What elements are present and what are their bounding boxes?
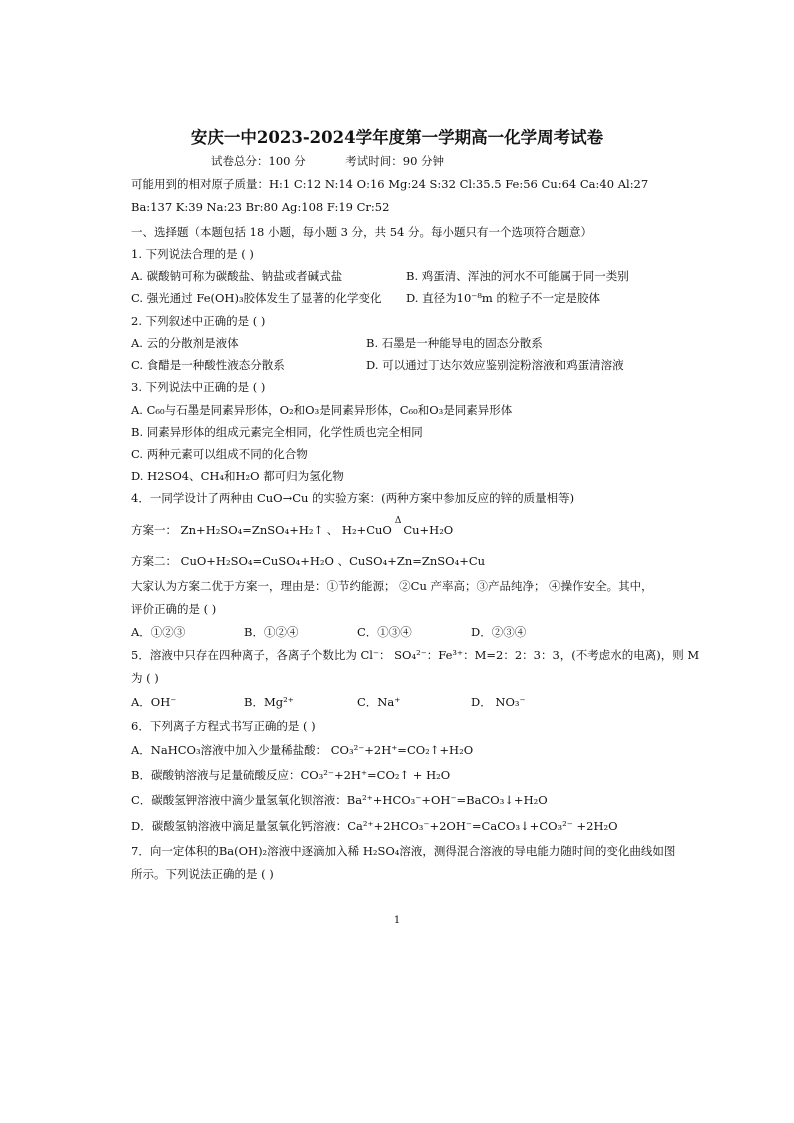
q3-option-c: C. 两种元素可以组成不同的化合物 bbox=[131, 447, 308, 461]
q3-option-a: A. C₆₀与石墨是同素异形体，O₂和O₃是同素异形体，C₆₀和O₃是同素异形体 bbox=[131, 403, 513, 417]
q6-option-d: D．碳酸氢钠溶液中滴足量氢氧化钙溶液：Ca²⁺+2HCO₃⁻+2OH⁻=CaCO₃↓+CO₃²⁻ +2H₂O bbox=[131, 819, 618, 833]
q1-stem: 1. 下列说法合理的是 ( ) bbox=[131, 247, 254, 261]
q1-option-a: A. 碳酸钠可称为碳酸盐、钠盐或者碱式盐 bbox=[131, 269, 343, 283]
q4-option-a: A．①②③ bbox=[131, 625, 186, 639]
q2-option-c: C. 食醋是一种酸性液态分散系 bbox=[131, 358, 285, 372]
exam-meta bbox=[211, 153, 480, 169]
q6-option-c: C．碳酸氢钾溶液中滴少量氢氧化钡溶液：Ba²⁺+HCO₃⁻+OH⁻=BaCO₃↓+H₂O bbox=[131, 793, 548, 807]
q5-option-b: B．Mg²⁺ bbox=[244, 695, 294, 709]
q4-reason-line-2: 评价正确的是 ( ) bbox=[131, 602, 217, 616]
page-number: 1 bbox=[393, 915, 401, 926]
q1-option-b: B. 鸡蛋清、浑浊的河水不可能属于同一类别 bbox=[406, 269, 629, 283]
q5-option-d: D． NO₃⁻ bbox=[471, 695, 526, 709]
total-score: 试卷总分：100 分 bbox=[211, 154, 306, 168]
q4-reason-line-1: 大家认为方案二优于方案一，理由是：①节约能源； ②Cu 产率高；③产品纯净； ④操作安全。其中， bbox=[131, 579, 653, 593]
atomic-mass-line-1: 可能用到的相对原子质量：H:1 C:12 N:14 O:16 Mg:24 S:32 Cl:35.5 Fe:56 Cu:64 Ca:40 Al:27 bbox=[131, 177, 649, 191]
q5-stem-line-1: 5．溶液中只存在四种离子，各离子个数比为 Cl⁻： SO₄²⁻：Fe³⁺：M=2：2：3：3，(不考虑水的电离)，则 M bbox=[131, 648, 700, 662]
q5-option-a: A．OH⁻ bbox=[131, 695, 177, 709]
q7-stem-line-2: 所示。下列说法正确的是 ( ) bbox=[131, 867, 274, 881]
q5-stem-line-2: 为 ( ) bbox=[131, 671, 159, 685]
q6-option-b: B．碳酸钠溶液与足量硫酸反应：CO₃²⁻+2H⁺=CO₂↑ + H₂O bbox=[131, 768, 451, 782]
q6-stem: 6．下列离子方程式书写正确的是 ( ) bbox=[131, 719, 316, 733]
q2-stem: 2. 下列叙述中正确的是 ( ) bbox=[131, 314, 266, 328]
section-heading: 一、选择题（本题包括 18 小题，每小题 3 分，共 54 分。每小题只有一个选项符合题意） bbox=[131, 225, 593, 239]
heating-delta-symbol: Δ bbox=[394, 516, 402, 526]
q3-stem: 3. 下列说法中正确的是 ( ) bbox=[131, 380, 266, 394]
exam-title: 安庆一中2023-2024学年度第一学期高一化学周考试卷 bbox=[190, 128, 604, 147]
q4-option-b: B．①②④ bbox=[244, 625, 299, 639]
q1-option-c: C. 强光通过 Fe(OH)₃胶体发生了显著的化学变化 bbox=[131, 291, 382, 305]
exam-time: 考试时间：90 分钟 bbox=[345, 154, 445, 168]
q2-option-b: B. 石墨是一种能导电的固态分散系 bbox=[366, 336, 543, 350]
q4-plan-1-tail: Cu+H₂O bbox=[403, 523, 454, 537]
q1-option-d: D. 直径为10⁻⁸m 的粒子不一定是胶体 bbox=[406, 291, 600, 305]
q4-plan-1-text: 方案一： Zn+H₂SO₄=ZnSO₄+H₂↑ 、 H₂+CuO bbox=[131, 523, 392, 537]
atomic-mass-line-2: Ba:137 K:39 Na:23 Br:80 Ag:108 F:19 Cr:52 bbox=[131, 200, 390, 214]
q7-stem-line-1: 7．向一定体积的Ba(OH)₂溶液中逐滴加入稀 H₂SO₄溶液，测得混合溶液的导电能力随时间的变化曲线如图 bbox=[131, 844, 676, 858]
q2-option-a: A. 云的分散剂是液体 bbox=[131, 336, 239, 350]
q3-option-b: B. 同素异形体的组成元素完全相同，化学性质也完全相同 bbox=[131, 425, 423, 439]
q4-plan-1 bbox=[131, 516, 454, 538]
q4-stem: 4．一同学设计了两种由 CuO→Cu 的实验方案：(两种方案中参加反应的锌的质量相等) bbox=[131, 491, 575, 505]
q4-option-c: C．①③④ bbox=[357, 625, 412, 639]
q4-plan-2: 方案二： CuO+H₂SO₄=CuSO₄+H₂O 、CuSO₄+Zn=ZnSO₄+Cu bbox=[131, 554, 486, 568]
q6-option-a: A．NaHCO₃溶液中加入少量稀盐酸： CO₃²⁻+2H⁺=CO₂↑+H₂O bbox=[131, 743, 474, 757]
q3-option-d: D. H2SO4、CH₄和H₂O 都可归为氢化物 bbox=[131, 469, 344, 483]
q5-option-c: C．Na⁺ bbox=[357, 695, 401, 709]
q2-option-d: D. 可以通过丁达尔效应鉴别淀粉溶液和鸡蛋清溶液 bbox=[366, 358, 624, 372]
q4-option-d: D．②③④ bbox=[471, 625, 527, 639]
